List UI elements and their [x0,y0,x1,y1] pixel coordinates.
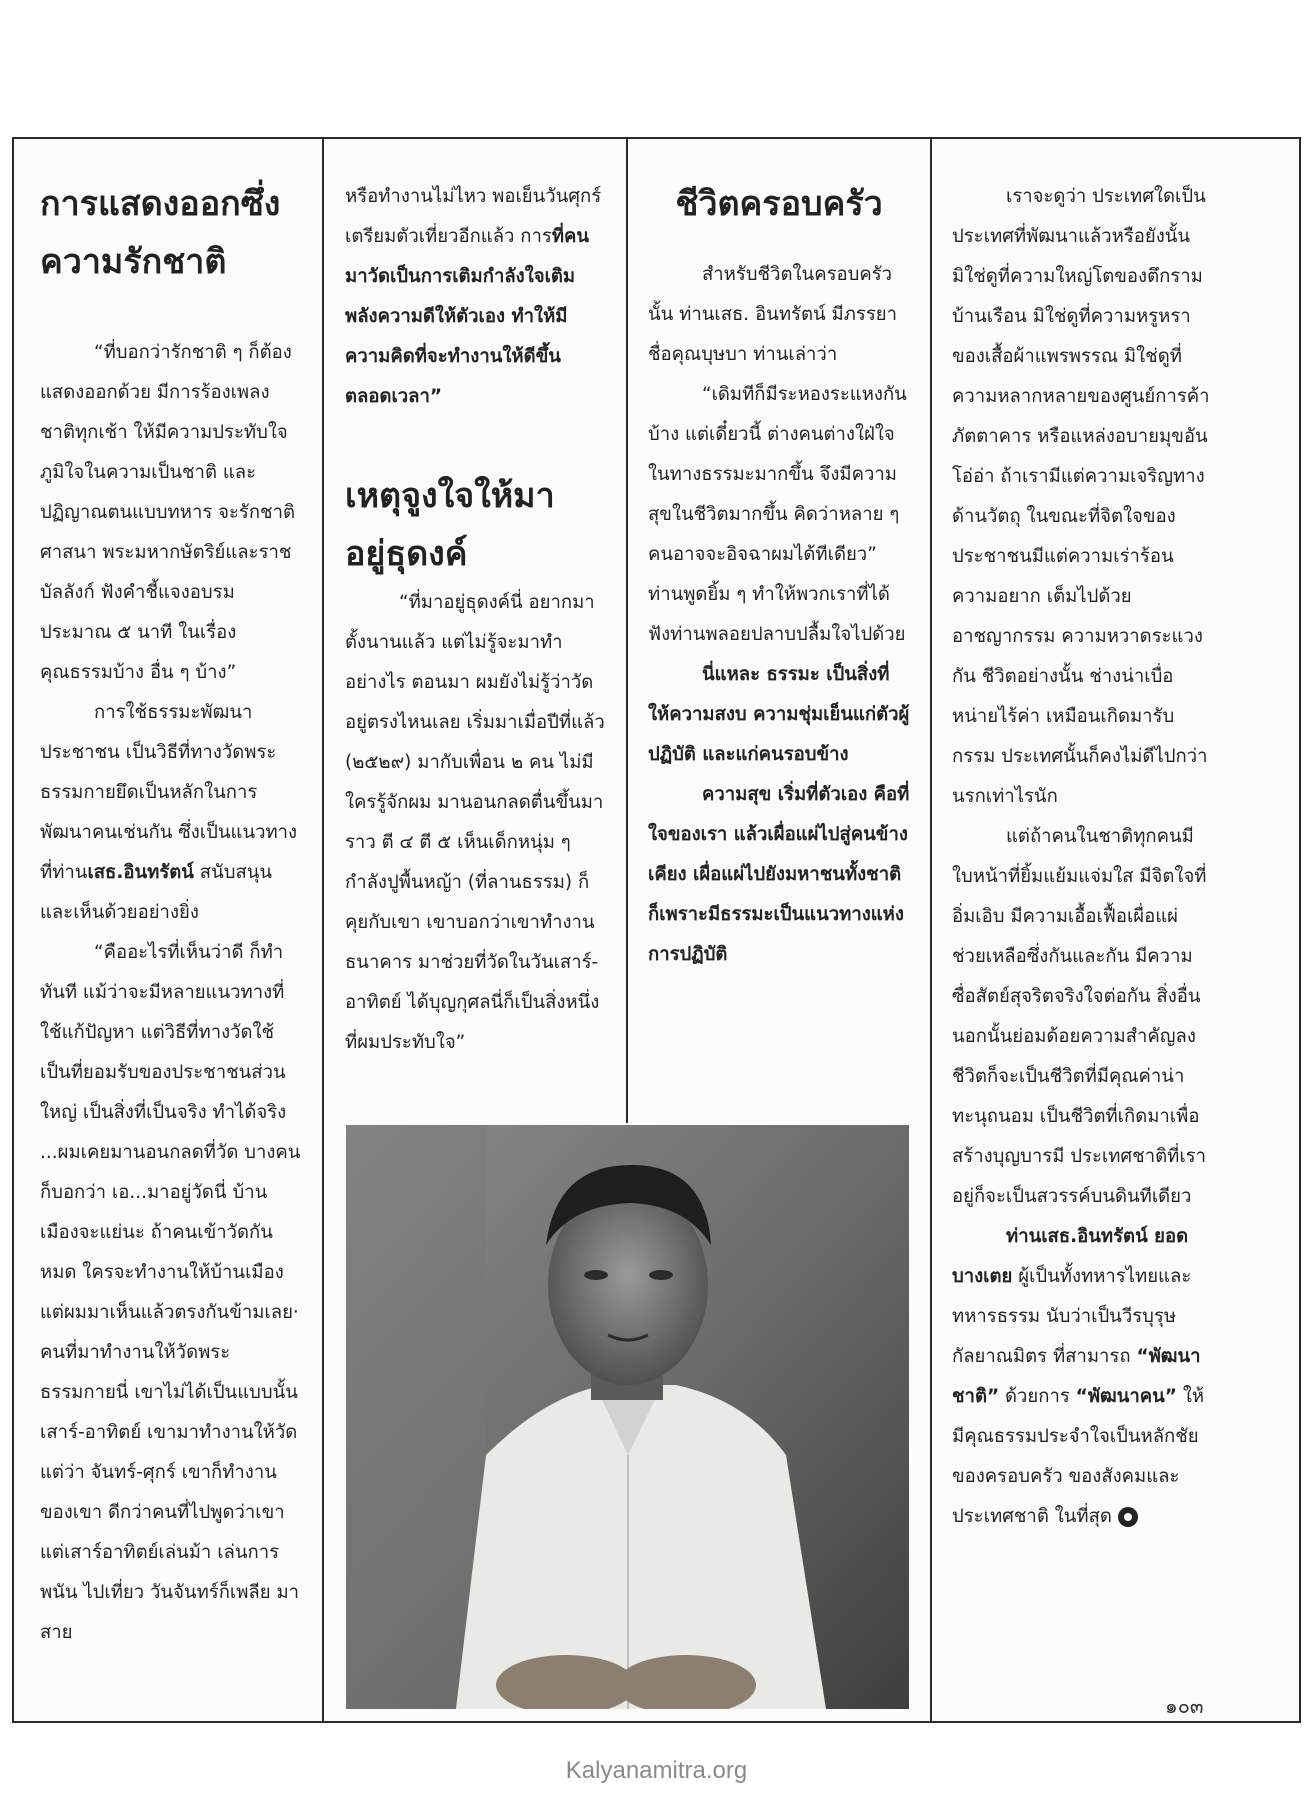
section-heading: การแสดงออกซึ่ง ความรักชาติ [40,184,281,282]
paragraph: สำหรับชีวิตในครอบครัวนั้น ท่านเสธ. อินทรัตน์ มีภรรยาชื่อคุณบุษบา ท่านเล่าว่า [648,264,897,365]
paragraph: “เดิมทีก็มีระหองระแหงกันบ้าง แต่เดี๋ยวนี้ ต่างคนต่างใฝ่ใจในทางธรรมะมากขึ้น จึงมีความสุขในชีวิตมากขึ้น คิดว่าหลาย ๆ คนอาจจะอิจฉาผมได้ทีเดียว” ท่านพูดยิ้ม ๆ ทำให้พวกเราที่ได้ฟังท่านพลอยปลาบปลื้มใจไปด้วย [648,384,907,645]
end-mark-icon [1118,1507,1138,1527]
watermark-footer: Kalyanamitra.org [565,1757,748,1784]
paragraph: แต่ถ้าคนในชาติทุกคนมีใบหน้าที่ยิ้มแย้มแจ่มใส มีจิตใจที่อิ่มเอิบ มีความเอื้อเฟื้อเผื่อแผ่ ช่วยเหลือซึ่งกันและกัน มีความซื่อสัตย์สุจริตจริงใจต่อกัน สิ่งอื่นนอกนั้นย่อมด้อยความสำคัญลง ชีวิตก็จะเป็นชีวิตที่มีคุณค่าน่าทะนุถนอม เป็นชีวิตที่เกิดมาเพื่อสร้างบุญบารมี ประเทศชาติที่เราอยู่ก็จะเป็นสวรรค์บนดินทีเดียว [952,826,1207,1207]
column-divider [930,137,932,1723]
paragraph: “ที่มาอยู่ธุดงค์นี่ อยากมาตั้งนานแล้ว แต่ไม่รู้จะมาทำอย่างไร ตอนมา ผมยังไม่รู้ว่าวัดอยู่ตรงไหนเลย เริ่มมาเมื่อปีที่แล้ว (๒๕๒๙) มากับเพื่อน ๒ คน ไม่มีใครรู้จักผม มานอนกลดตื่นขึ้นมาราว ตี ๔ ตี ๕ เห็นเด็กหนุ่ม ๆ กำลังปูพื้นหญ้า (ที่ลานธรรม) ก็คุยกับเขา เขาบอกว่าเขาทำงานธนาคาร มาช่วยที่วัดในวันเสาร์-อาทิตย์ ได้บุญกุศลนี่ก็เป็นสิ่งหนึ่งที่ผมประทับใจ” [345,592,605,1053]
section-heading: ชีวิตครอบครัว [675,184,883,224]
section-heading: เหตุจูงใจให้มา อยู่ธุดงค์ [345,476,555,574]
paragraph: “ที่บอกว่ารักชาติ ๆ ก็ต้องแสดงออกด้วย มีการร้องเพลงชาติทุกเช้า ให้มีความประทับใจ ภูมิใจในความเป็นชาติ และปฏิญาณตนแบบทหาร จะรักชาติ ศาสนา พระมหากษัตริย์และราชบัลลังก์ ฟังคำชี้แจงอบรมประมาณ ๕ นาที ในเรื่องคุณธรรมบ้าง อื่น ๆ บ้าง” [40,342,296,683]
paragraph: “คืออะไรที่เห็นว่าดี ก็ทำทันที แม้ว่าจะมีหลายแนวทางที่ใช้แก้ปัญหา แต่วิธีที่ทางวัดใช้เป็นที่ยอมรับของประชาชนส่วนใหญ่ เป็นสิ่งที่เป็นจริง ทำได้จริง ...ผมเคยมานอนกลดที่วัด บางคนก็บอกว่า เอ...มาอยู่วัดนี่ บ้านเมืองจะแย่นะ ถ้าคนเข้าวัดกันหมด ใครจะทำงานให้บ้านเมือง แต่ผมมาเห็นแล้วตรงกันข้ามเลย· คนที่มาทำงานให้วัดพระธรรมกายนี่ เขาไม่ได้เป็นแบบนั้น เสาร์-อาทิตย์ เขามาทำงานให้วัด แต่ว่า จันทร์-ศุกร์ เขาก็ทำงานของเขา ดีกว่าคนที่ไปพูดว่าเขา แต่เสาร์อาทิตย์เล่นม้า เล่นการพนัน ไปเที่ยว วันจันทร์ก็เพลีย มาสาย [40,942,301,1643]
paragraph: ความสุข เริ่มที่ตัวเอง คือที่ใจของเรา แล้วเผื่อแผ่ไปสู่คนข้างเคียง เผื่อแผ่ไปยังมหาชนทั้งชาติ ก็เพราะมีธรรมะเป็นแนวทางแห่งการปฏิบัติ [648,784,910,965]
column-1 [40,175,302,1653]
column-3 [648,175,910,975]
paragraph: ท่านเสธ.อินทรัตน์ ยอดบางเตย ผู้เป็นทั้งทหารไทยและทหารธรรม นับว่าเป็นวีรบุรุษกัลยาณมิตร ที่สามารถ “พัฒนาชาติ” ด้วยการ “พัฒนาคน” ให้มีคุณธรรมประจำใจเป็นหลักชัยของครอบครัว ของสังคมและประเทศชาติ ในที่สุด [952,1226,1205,1527]
page-number: ๑๐๓ [1165,1694,1204,1718]
column-divider [322,137,324,1723]
column-4 [952,177,1214,1537]
paragraph: หรือทำงานไม่ไหว พอเย็นวันศุกร์เตรียมตัวเที่ยวอีกแล้ว การที่คนมาวัดเป็นการเติมกำลังใจเติมพลังความดีให้ตัวเอง ทำให้มีความคิดที่จะทำงานให้ดีขึ้นตลอดเวลา” [345,186,602,407]
paragraph: การใช้ธรรมะพัฒนาประชาชน เป็นวิธีที่ทางวัดพระธรรมกายยึดเป็นหลักในการพัฒนาคนเช่นกัน ซึ่งเป็นแนวทางที่ท่านเสธ.อินทรัตน์ สนับสนุนและเห็นด้วยอย่างยิ่ง [40,702,298,923]
portrait-photo-illustration [346,1125,909,1709]
column-2 [345,177,607,1063]
paragraph: เราจะดูว่า ประเทศใดเป็นประเทศที่พัฒนาแล้วหรือยังนั้น มิใช่ดูที่ความใหญ่โตของตึกรามบ้านเรือน มิใช่ดูที่ความหรูหราของเสื้อผ้าแพรพรรณ มิใช่ดูที่ความหลากหลายของศูนย์การค้า ภัตตาคาร หรือแหล่งอบายมุขอันโอ่อ่า ถ้าเรามีแต่ความเจริญทางด้านวัตถุ ในขณะที่จิตใจของประชาชนมีแต่ความเร่าร้อน ความอยาก เต็มไปด้วยอาชญากรรม ความหวาดระแวงกัน ชีวิตอย่างนั้น ช่างน่าเบื่อหน่ายไร้ค่า เหมือนเกิดมารับกรรม ประเทศนั้นก็คงไม่ดีไปกว่านรกเท่าไรนัก [952,186,1210,807]
paragraph: นี่แหละ ธรรมะ เป็นสิ่งที่ให้ความสงบ ความชุ่มเย็นแก่ตัวผู้ปฏิบัติ และแก่คนรอบข้าง [648,664,910,765]
portrait-photo [346,1125,909,1709]
column-divider [626,137,628,1123]
